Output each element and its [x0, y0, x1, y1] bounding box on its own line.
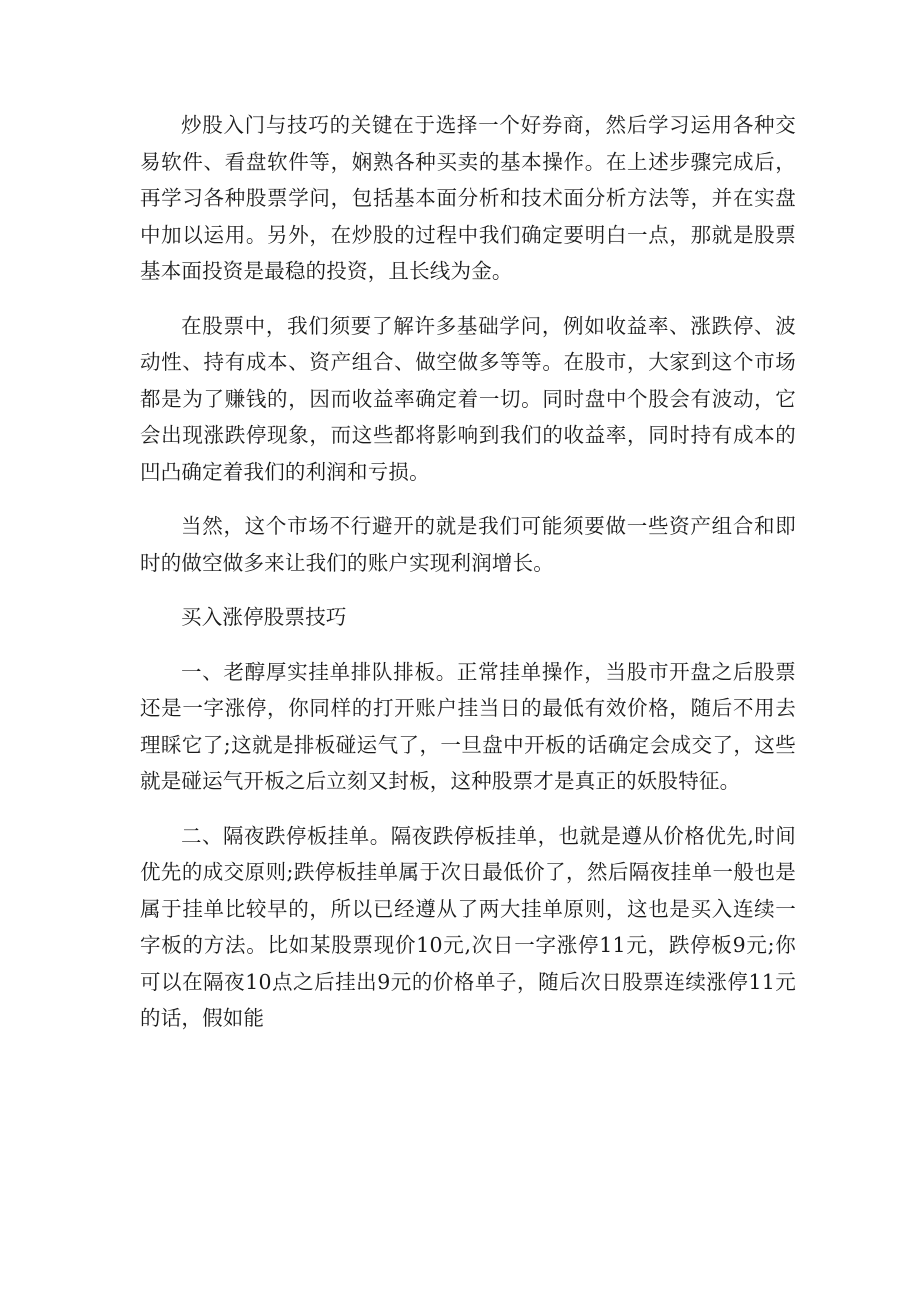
- tip-paragraph-2: 二、隔夜跌停板挂单。隔夜跌停板挂单，也就是遵从价格优先,时间优先的成交原则;跌停板挂单属于次日最低价了，然后隔夜挂单一般也是属于挂单比较早的，所以已经遵从了两大挂单原则，这也是买入连续一字板的方法。比如某股票现价10元,次日一字涨停11元，跌停板9元;你可以在隔夜10点之后挂出9元的价格单子，随后次日股票连续涨停11元的话，假如能: [140, 823, 796, 1030]
- paragraph-intro: 炒股入门与技巧的关键在于选择一个好券商，然后学习运用各种交易软件、看盘软件等，娴熟各种买卖的基本操作。在上述步骤完成后，再学习各种股票学问，包括基本面分析和技术面分析方法等，并在实盘中加以运用。另外，在炒股的过程中我们确定要明白一点，那就是股票基本面投资是最稳的投资，且长线为金。: [140, 113, 796, 283]
- paragraph-basics: 在股票中，我们须要了解许多基础学问，例如收益率、涨跌停、波动性、持有成本、资产组合、做空做多等等。在股市，大家到这个市场都是为了赚钱的，因而收益率确定着一切。同时盘中个股会有波动，它会出现涨跌停现象，而这些都将影响到我们的收益率，同时持有成本的凹凸确定着我们的利润和亏损。: [140, 313, 796, 484]
- paragraph-portfolio: 当然，这个市场不行避开的就是我们可能须要做一些资产组合和即时的做空做多来让我们的账户实现利润增长。: [140, 514, 796, 575]
- section-heading: 买入涨停股票技巧: [181, 605, 347, 629]
- document-body: [140, 107, 796, 1055]
- tip-paragraph-1: 一、老醇厚实挂单排队排板。正常挂单操作，当股市开盘之后股票还是一字涨停，你同样的打开账户挂当日的最低有效价格，随后不用去理睬它了;这就是排板碰运气了，一旦盘中开板的话确定会成交了，这些就是碰运气开板之后立刻又封板，这种股票才是真正的妖股特征。: [140, 659, 796, 793]
